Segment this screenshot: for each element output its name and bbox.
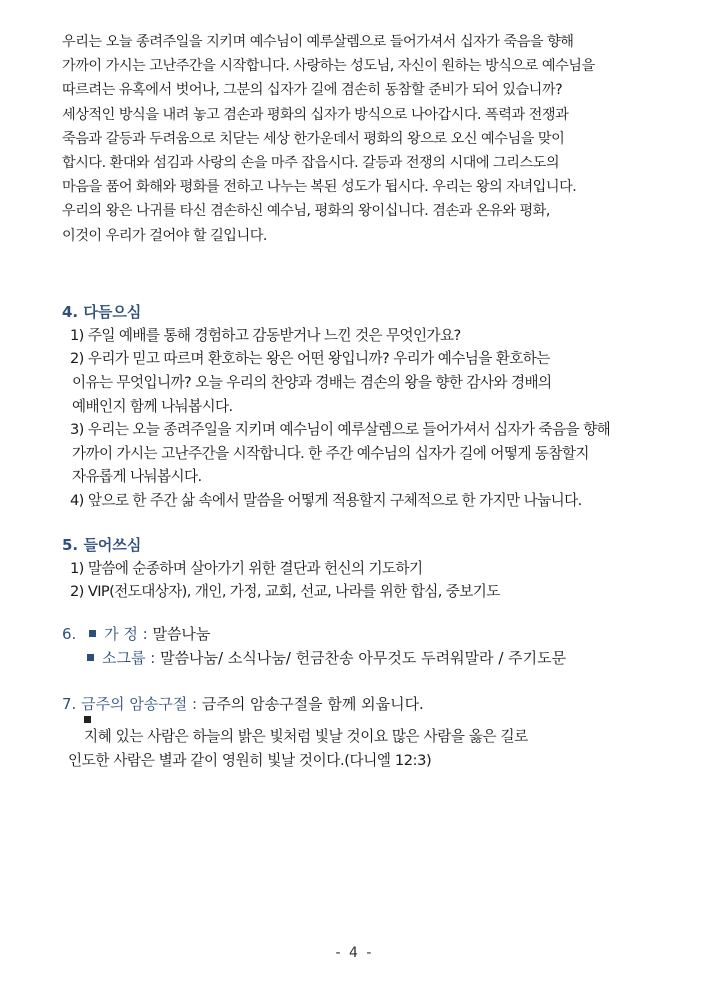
- intro-line: 우리는 오늘 종려주일을 지키며 예수님이 예루살렘으로 들어가셔서 십자가 죽음을 향해: [62, 34, 574, 50]
- group-value: 말씀나눔/ 소식나눔/ 헌금찬송 아무것도 두려워말라 / 주기도문: [160, 648, 567, 667]
- intro-line: 이것이 우리가 걸어야 할 길입니다.: [62, 227, 267, 244]
- memory-verse-line: 인도한 사람은 별과 같이 영원히 빛날 것이다.(다니엘 12:3): [68, 751, 432, 769]
- intro-paragraph: [62, 30, 647, 248]
- prayer-item: 1) 말씀에 순종하며 살아가기 위한 결단과 헌신의 기도하기: [70, 559, 423, 577]
- question-item-cont: 자유롭게 나눠봅시다.: [72, 468, 202, 486]
- intro-line: 합시다. 환대와 섬김과 사랑의 손을 마주 잡읍시다. 갈등과 전쟁의 시대에 그리스도의: [62, 155, 560, 172]
- question-item: 4) 앞으로 한 주간 삶 속에서 말씀을 어떻게 적용할지 구체적으로 한 가지만 나눕니다.: [70, 491, 582, 509]
- memory-verse: [62, 716, 647, 773]
- square-bullet-icon: [89, 630, 96, 637]
- section-7: [62, 692, 647, 773]
- section-6-number: 6.: [62, 624, 77, 643]
- section-5-title: 5. 들어쓰심: [62, 535, 142, 554]
- square-bullet-icon: [87, 654, 94, 661]
- memory-verse-line: [62, 716, 647, 749]
- section-4-list: [62, 324, 647, 513]
- page-number: - 4 -: [335, 945, 374, 961]
- intro-line: 우리의 왕은 나귀를 타신 겸손하신 예수님, 평화의 왕이십니다. 겸손과 온유와 평화,: [62, 203, 550, 220]
- section-7-header: [62, 692, 647, 716]
- intro-line: 세상적인 방식을 내려 놓고 겸손과 평화의 십자가 방식으로 나아갑시다. 폭력과 전쟁과: [62, 106, 569, 123]
- question-item: 2) 우리가 믿고 따르며 환호하는 왕은 어떤 왕입니까? 우리가 예수님을 환호하는: [70, 350, 550, 368]
- document-page: [62, 30, 647, 773]
- intro-line: 따르려는 유혹에서 벗어나, 그분의 십자가 길에 겸손히 동참할 준비가 되어 있습니까?: [62, 82, 563, 99]
- intro-line: 가까이 가시는 고난주간을 시작합니다. 사랑하는 성도님, 자신이 원하는 방식으로 예수님을: [62, 58, 595, 75]
- home-label: 가 정 :: [104, 624, 148, 643]
- section-6-home-row: [62, 622, 647, 646]
- verse-line-1: 지혜 있는 사람은 하늘의 밝은 빛처럼 빛날 것이요 많은 사람을 옳은 길로: [84, 727, 528, 745]
- prayer-item: 2) VIP(전도대상자), 개인, 가정, 교회, 선교, 나라를 위한 합심, 중보기도: [70, 583, 500, 601]
- home-value: 말씀나눔: [152, 624, 211, 643]
- question-item-cont: 예배인지 함께 나눠봅시다.: [72, 397, 233, 415]
- group-label: 소그룹 :: [102, 648, 156, 667]
- section-7-desc: 금주의 암송구절을 함께 외웁니다.: [201, 694, 424, 713]
- section-7-title: 7. 금주의 암송구절 :: [62, 694, 198, 713]
- section-6: [62, 622, 647, 670]
- square-bullet-icon: [84, 716, 91, 723]
- question-item-cont: 가까이 가시는 고난주간을 시작합니다. 한 주간 예수님의 십자가 길에 어떻게 동참할지: [72, 444, 589, 462]
- question-item: 3) 우리는 오늘 종려주일을 지키며 예수님이 예루살렘으로 들어가셔서 십자가 죽음을 향해: [70, 421, 611, 439]
- intro-line: 마음을 품어 화해와 평화를 전하고 나누는 복된 성도가 됩시다. 우리는 왕의 자녀입니다.: [62, 179, 577, 196]
- question-item: 1) 주일 예배를 통해 경험하고 감동받거나 느낀 것은 무엇인가요?: [70, 326, 461, 344]
- section-4-title: 4. 다듬으심: [62, 302, 142, 321]
- section-5-list: [62, 557, 647, 604]
- question-item-cont: 이유는 무엇입니까? 오늘 우리의 찬양과 경배는 겸손의 왕을 향한 감사와 경배의: [72, 374, 552, 392]
- section-6-group-row: [62, 646, 647, 670]
- intro-line: 죽음과 갈등과 두려움으로 치닫는 세상 한가운데서 평화의 왕으로 오신 예수님을 맞이: [62, 130, 565, 147]
